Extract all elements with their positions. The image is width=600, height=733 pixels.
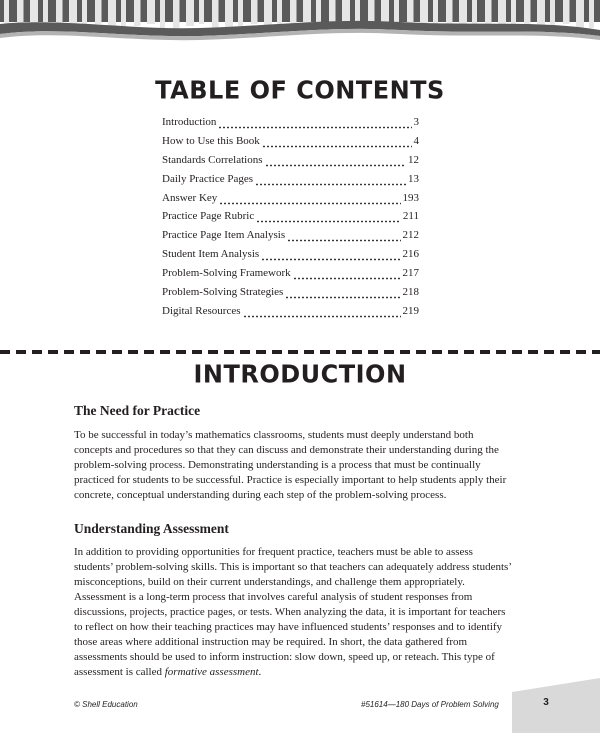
toc-entry-label: Answer Key: [162, 191, 218, 204]
banner-stripe: [589, 0, 594, 28]
toc-entry-page: 211: [402, 210, 419, 223]
toc-dot-leader: [262, 132, 412, 151]
page-number: 3: [543, 697, 549, 708]
banner-stripe: [82, 0, 87, 26]
banner-stripe: [459, 0, 467, 24]
toc-dot-leader: [243, 302, 401, 321]
toc-entry-label: Standards Correlations: [162, 153, 263, 166]
toc-entry: [162, 132, 419, 151]
banner-stripe: [199, 0, 204, 24]
toc-entry-label: Daily Practice Pages: [162, 172, 254, 185]
toc-entry-page: 3: [413, 116, 419, 128]
toc-dot-leader: [218, 113, 411, 132]
banner-stripe: [134, 0, 141, 26]
toc-dot-leader: [285, 283, 400, 302]
banner-stripe: [121, 0, 126, 28]
formative-assessment-term: formative assessment: [164, 666, 259, 679]
banner-stripe: [186, 0, 194, 26]
toc-dot-leader: [261, 245, 400, 264]
toc-entry-label: Problem-Solving Strategies: [162, 286, 284, 299]
toc-entry: [162, 283, 419, 302]
toc-entry-page: 212: [402, 229, 419, 242]
header-banner: [0, 0, 600, 48]
footer-copyright: © Shell Education: [74, 700, 138, 709]
toc-entry-label: Introduction: [162, 116, 217, 128]
toc-entry: [162, 189, 419, 208]
banner-stripe: [290, 0, 297, 26]
banner-stripe: [95, 0, 102, 24]
paragraph-need-for-practice: To be successful in today’s mathematics classrooms, students must deeply understand both concepts and procedures so that they can discuss and demonstrate their understanding during the problem-solving process. Demonstrating understanding is a process that must be continually practiced for students to be successful. Practice is especially important to help students apply their concrete, conceptual understanding during each step of the problem-solving process.: [74, 429, 507, 502]
banner-stripe: [576, 0, 584, 30]
toc-dot-leader: [256, 207, 401, 226]
toc-entry-page: 219: [402, 304, 419, 317]
banner-stripe: [446, 0, 453, 26]
section-heading-understanding-assessment: Understanding Assessment: [74, 521, 229, 536]
toc-dot-leader: [219, 189, 400, 208]
banner-stripe: [355, 0, 360, 24]
toc-entry: [162, 207, 419, 226]
toc-entry: [162, 245, 419, 264]
banner-stripe: [537, 0, 545, 28]
toc-entry-page: 12: [408, 153, 419, 166]
toc-title: TABLE OF CONTENTS: [155, 75, 445, 105]
banner-stripe: [160, 0, 165, 30]
toc-entry-label: Practice Page Item Analysis: [162, 229, 286, 242]
toc-dot-leader: [265, 151, 406, 170]
banner-stripe: [277, 0, 282, 28]
paragraph-end: .: [258, 666, 262, 679]
paragraph-understanding-assessment: [74, 545, 514, 680]
toc-dot-leader: [287, 226, 400, 245]
toc-dot-leader: [255, 170, 406, 189]
toc-entry-page: 216: [402, 248, 419, 261]
toc-dot-leader: [293, 264, 401, 283]
toc-list: [162, 113, 419, 321]
paragraph-text: In addition to providing opportunities for frequent practice, teachers must be able to assess students’ problem-solving skills. This is important so that teachers can adequately address students’ misconceptions, build on their current understandings, and challenge them appropriately. Assessment is a long-term process that involves careful analysis of student responses from discussions, projects, practice pages, or tests. When analyzing the data, it is important for teachers to reflect on how their teaching practices may have influenced students’ responses and to identify those areas where additional instruction may be required. In short, the data gathered from assessments should be used to inform instruction: slow down, speed up, or reteach. This type of assessment is called: [74, 546, 512, 679]
banner-stripe: [550, 0, 555, 26]
section-heading-need-for-practice: The Need for Practice: [74, 403, 201, 418]
banner-stripe: [147, 0, 155, 24]
banner-stripe: [173, 0, 180, 28]
toc-entry: [162, 170, 419, 189]
toc-entry: [162, 302, 419, 321]
banner-stripe: [30, 0, 38, 26]
section-divider: [0, 350, 600, 354]
toc-entry: [162, 151, 419, 170]
banner-stripe: [225, 0, 233, 28]
page-corner-tab: [512, 678, 600, 733]
toc-entry-page: 217: [402, 267, 419, 280]
toc-entry-label: Digital Resources: [162, 304, 241, 317]
toc-entry-page: 193: [402, 191, 419, 204]
toc-entry: [162, 226, 419, 245]
introduction-title: INTRODUCTION: [193, 359, 407, 389]
banner-stripe: [238, 0, 243, 26]
banner-stripe: [303, 0, 311, 24]
toc-entry-page: 13: [408, 172, 419, 185]
toc-entry-page: 218: [402, 286, 419, 299]
banner-stripe: [498, 0, 506, 26]
banner-stripe: [212, 0, 219, 30]
toc-entry-label: Problem-Solving Framework: [162, 267, 291, 280]
toc-entry-label: How to Use this Book: [162, 134, 260, 147]
toc-entry: [162, 113, 419, 132]
toc-entry-label: Practice Page Rubric: [162, 210, 255, 223]
footer-book-title: #51614—180 Days of Problem Solving: [361, 700, 499, 709]
toc-entry: [162, 264, 419, 283]
banner-stripe: [407, 0, 414, 24]
banner-stripe: [251, 0, 258, 24]
toc-entry-page: 4: [413, 134, 419, 147]
banner-stripe: [43, 0, 48, 24]
banner-stripe: [511, 0, 516, 24]
toc-entry-label: Student Item Analysis: [162, 248, 260, 261]
banner-stripe: [563, 0, 570, 24]
